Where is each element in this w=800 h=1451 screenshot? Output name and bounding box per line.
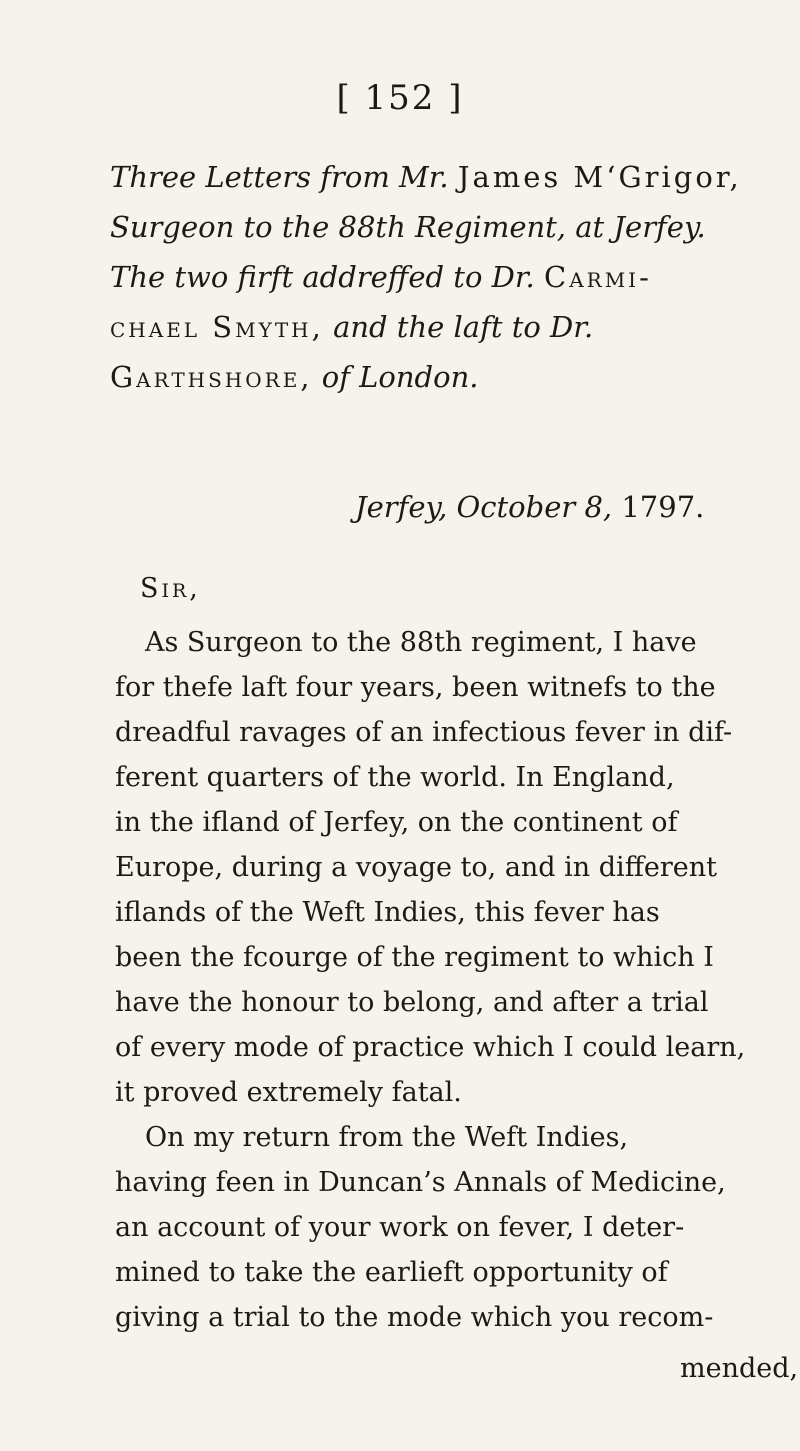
body-line: iflands of the Weft Indies, this fever has: [115, 897, 660, 928]
body-line: mined to take the earlieft opportunity of: [115, 1257, 668, 1288]
body-line: an account of your work on fever, I deter-: [115, 1212, 685, 1243]
body-line: been the fcourge of the regiment to which I: [115, 942, 714, 973]
heading-line-1: Three Letters from Mr. James M‘Grigor,: [110, 160, 742, 194]
body-line: ferent quarters of the world. In England,: [115, 762, 675, 793]
body-line: of every mode of practice which I could learn,: [115, 1032, 746, 1063]
body-line: As Surgeon to the 88th regiment, I have: [145, 627, 697, 658]
body-line: On my return from the Weft Indies,: [145, 1122, 629, 1153]
body-line: Europe, during a voyage to, and in different: [115, 852, 717, 883]
body-line: it proved extremely fatal.: [115, 1077, 462, 1108]
body-line: dreadful ravages of an infectious fever in dif-: [115, 717, 733, 748]
letter-body: [115, 620, 775, 1340]
heading-line-3: The two firft addreffed to Dr. Carmi-: [110, 260, 652, 294]
page-number: [ 152 ]: [336, 78, 464, 118]
body-line: having feen in Duncan’s Annals of Medicine,: [115, 1167, 726, 1198]
letter-heading: [110, 152, 750, 402]
catchword: mended,: [680, 1353, 799, 1384]
heading-line-5: Garthshore, of London.: [110, 360, 479, 394]
salutation: Sir,: [140, 573, 201, 604]
body-line: giving a trial to the mode which you recom-: [115, 1302, 714, 1333]
body-line: for thefe laft four years, been witnefs to the: [115, 672, 716, 703]
heading-line-4: chael Smyth, and the laft to Dr.: [110, 310, 594, 344]
heading-line-2: Surgeon to the 88th Regiment, at Jerfey.: [110, 210, 706, 244]
body-line: have the honour to belong, and after a trial: [115, 987, 709, 1018]
body-line: in the ifland of Jerfey, on the continent of: [115, 807, 678, 838]
dateline: Jerfey, October 8, 1797.: [355, 490, 705, 524]
